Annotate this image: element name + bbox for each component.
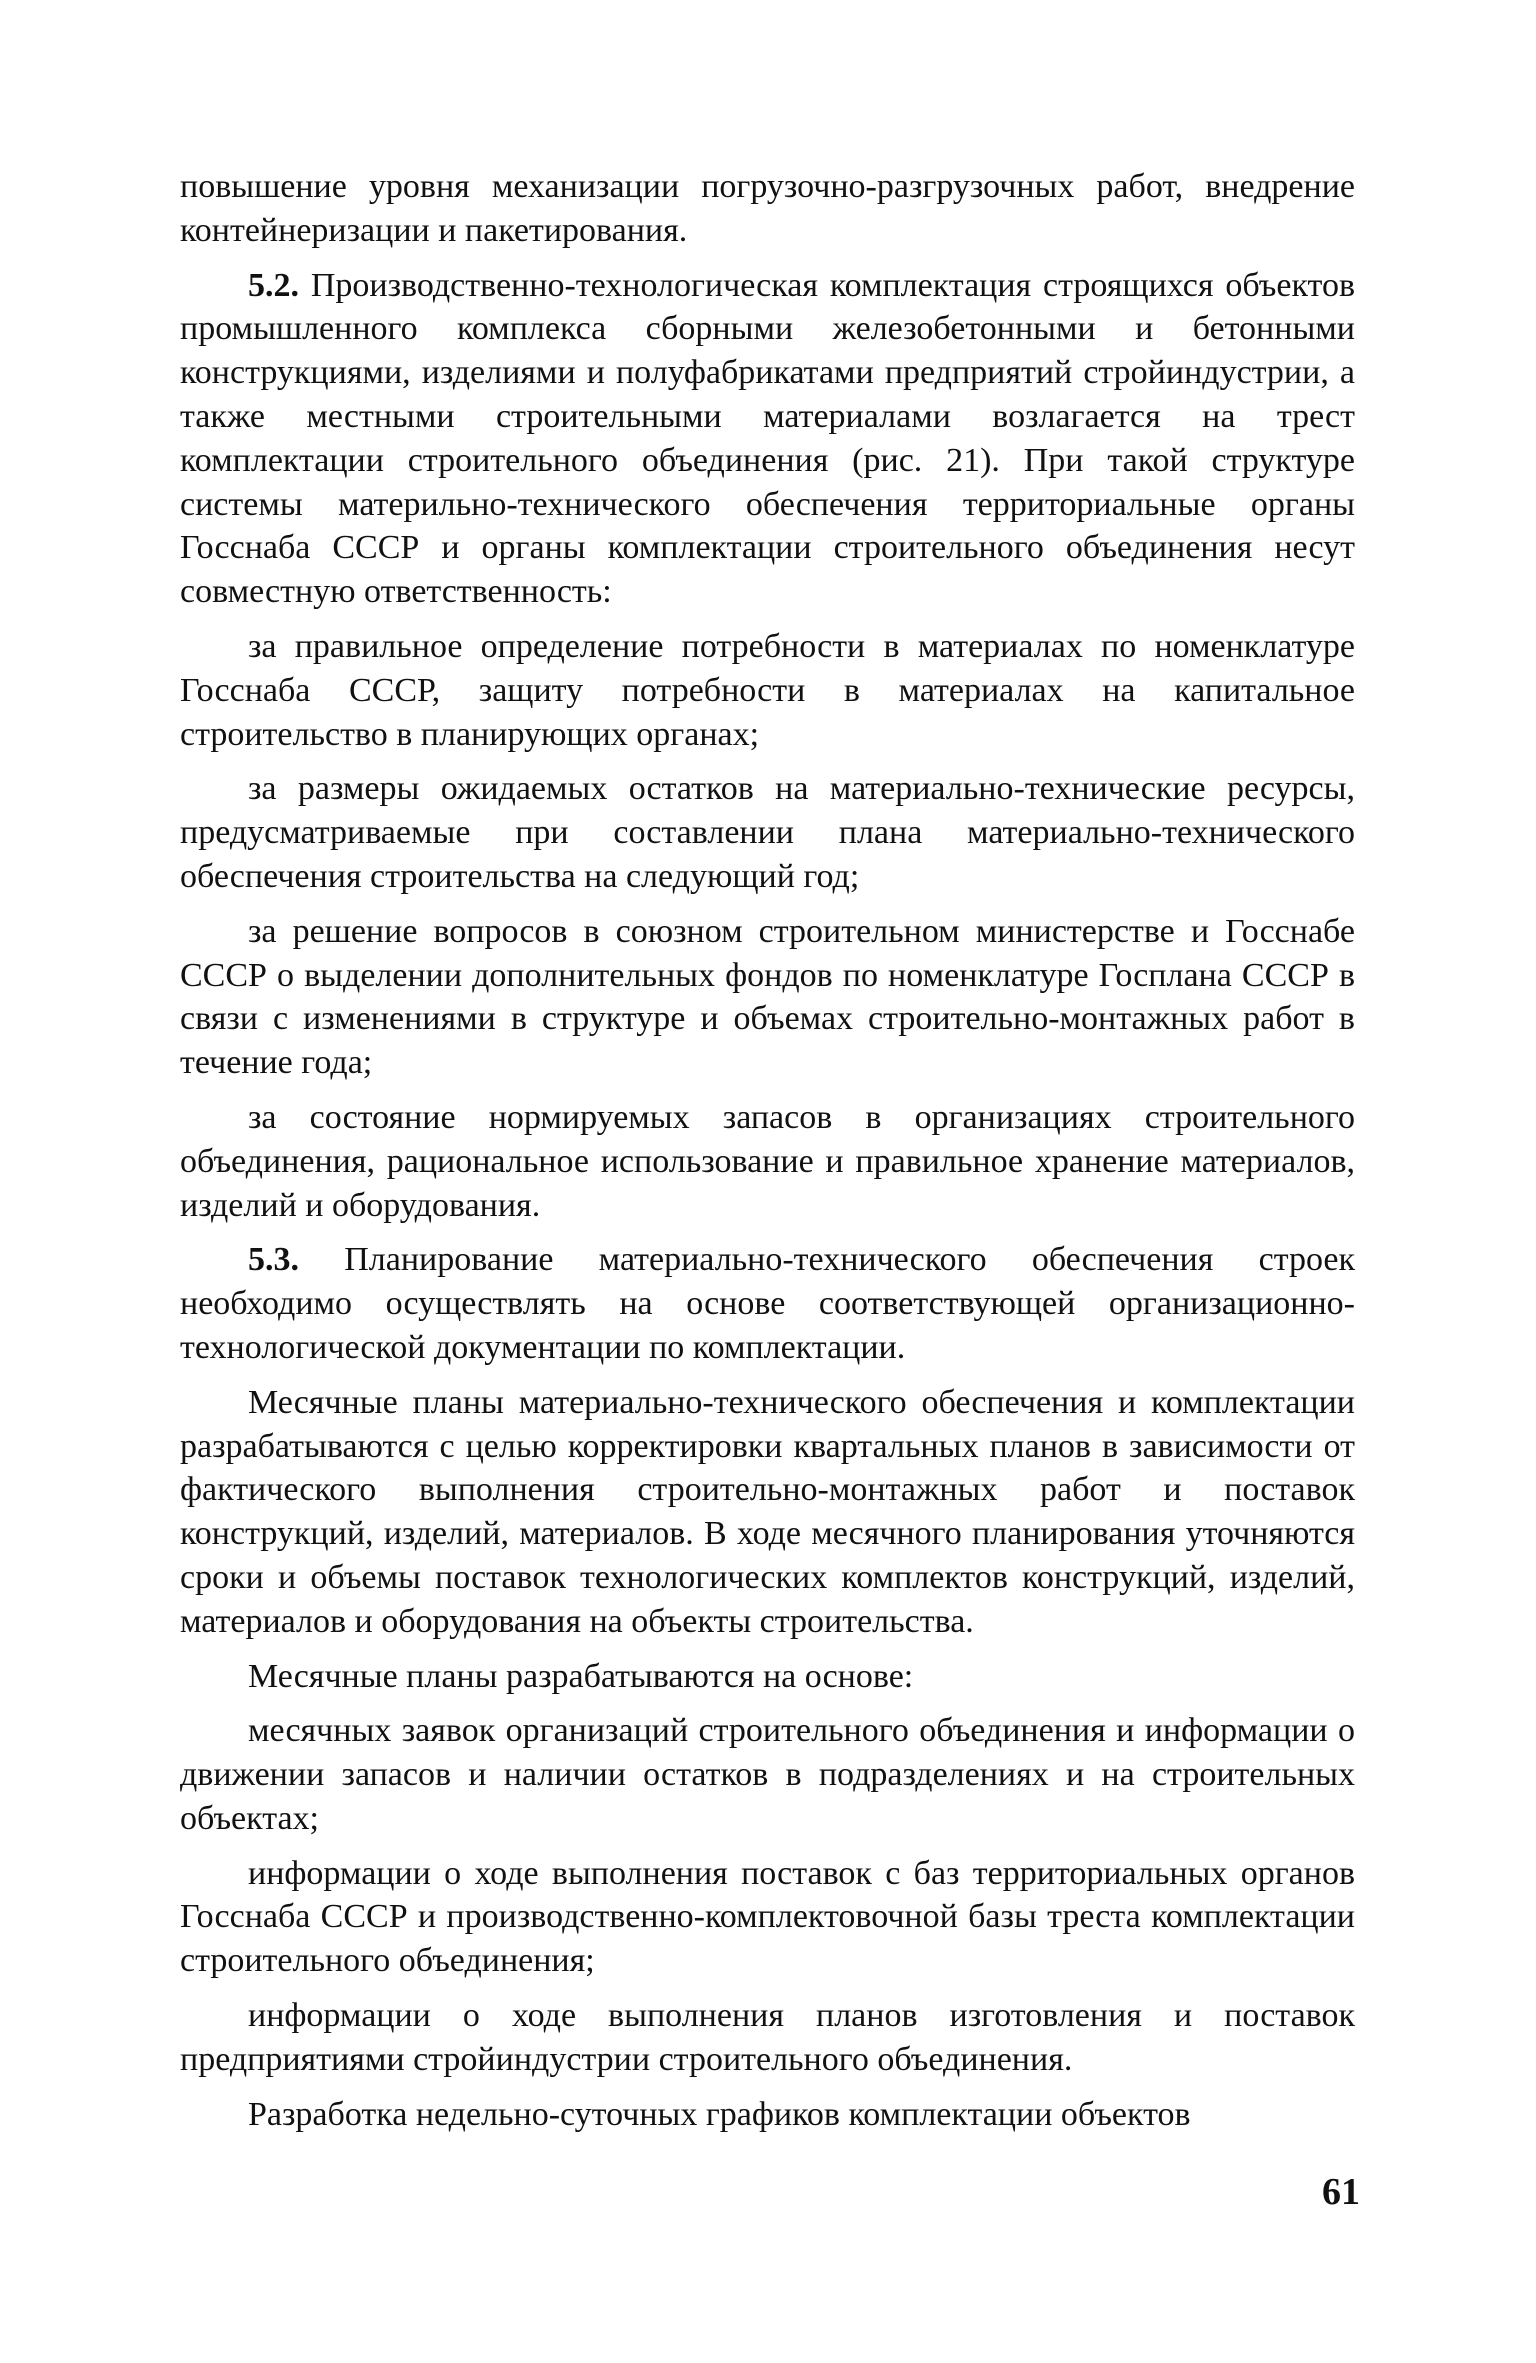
paragraph-basis-item-1: месячных заявок организаций строительного объединения и информации о движении запасов и наличии остатков в подразделениях и на строительных объектах; [180, 1712, 1355, 1837]
paragraph-section-5-3: 5.3. Планирование материально-технического обеспечения строек необходимо осуществлять на основе соответствующей организационно-технологической документации по комплектации. [180, 1241, 1355, 1366]
paragraph-section-5-2: 5.2. Производственно-технологическая комплектация строящихся объектов промышленного комплекса сборными железобетонными и бетонными конструкциями, изделиями и полуфабрикатами предприятий стройиндустрии, а также местными строительными материалами возлагается на трест комплектации строительного объединения (рис. 21). При такой структуре системы материльно-технического обеспечения территориальные органы Госснаба СССР и органы комплектации строительного объединения несут совместную ответственность: [180, 266, 1356, 611]
paragraph-monthly-plans: Месячные планы материально-технического обеспечения и комплектации разрабатываются с целью корректировки квартальных планов в зависимости от фактического выполнения строительно-монтажных работ и поставок конструкций, изделий, материалов. В ходе месячного планирования уточняются сроки и объемы поставок технологических комплектов конструкций, изделий, материалов и оборудования на объекты строительства. [180, 1383, 1355, 1640]
section-number: 5.2. [248, 266, 299, 304]
paragraph-responsibility-1: за правильное определение потребности в материалах по номенклатуре Госснаба СССР, защиту потребности в материалах на капитальное строительство в планирующих органах; [180, 627, 1355, 753]
paragraph-basis-item-2: информации о ходе выполнения поставок с баз территориальных органов Госснаба СССР и производственно-комплектовочной базы треста комплектации строительного объединения; [180, 1854, 1355, 1980]
paragraph-monthly-basis: Месячные планы разрабатываются на основе: [248, 1657, 914, 1695]
paragraph-continuation: повышение уровня механизации погрузочно-разгрузочных работ, внедрение контейнеризации и пакетирования. [180, 168, 1355, 249]
page-number: 61 [1322, 2171, 1360, 2213]
paragraph-basis-item-3: информации о ходе выполнения планов изготовления и поставок предприятиями стройиндустрии строительного объединения. [180, 1997, 1355, 2078]
paragraph-responsibility-2: за размеры ожидаемых остатков на материально-технические ресурсы, предусматриваемые при составлении плана материально-технического обеспечения строительства на следующий год; [180, 770, 1355, 895]
document-body [180, 165, 1355, 2147]
paragraph-responsibility-3: за решение вопросов в союзном строительном министерстве и Госснабе СССР о выделении дополнительных фондов по номенклатуре Госплана СССР в связи с изменениями в структуре и объемах строительно-монтажных работ в течение года; [180, 912, 1355, 1082]
paragraph-responsibility-4: за состояние нормируемых запасов в организациях строительного объединения, рациональное использование и правильное хранение материалов, изделий и оборудования. [180, 1098, 1355, 1224]
paragraph-weekly-schedules: Разработка недельно-суточных графиков комплектации объектов [248, 2095, 1191, 2133]
section-number: 5.3. [248, 1241, 299, 1279]
